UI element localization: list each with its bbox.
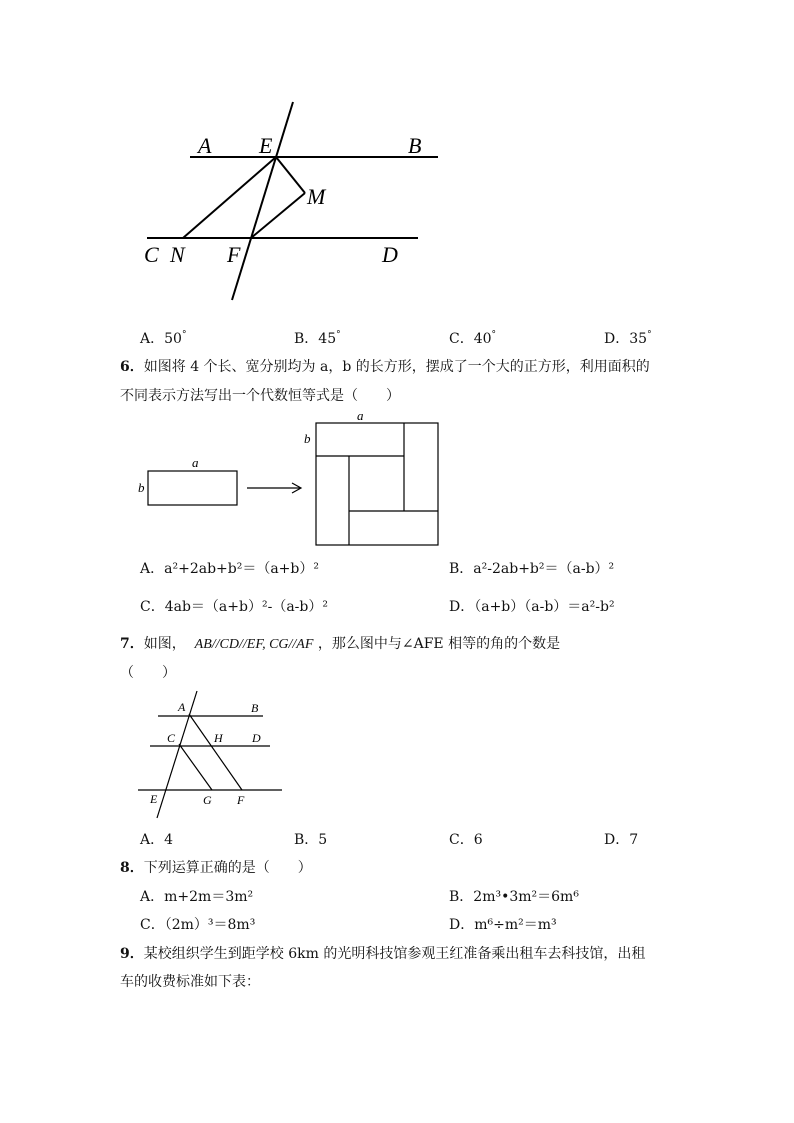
- label-b: B: [408, 133, 422, 158]
- option-text: 7: [629, 832, 639, 848]
- q5-option-a[interactable]: [140, 328, 186, 348]
- option-text: m+2m＝3m²: [164, 889, 254, 905]
- label-b-small: b: [138, 480, 145, 495]
- label-e: E: [259, 133, 273, 158]
- option-text: （2m）³＝8m³: [164, 917, 256, 933]
- option-value: 35: [629, 331, 648, 347]
- segment-cg: [179, 744, 212, 790]
- transversal-ef: [232, 102, 293, 300]
- question-text: ，那么图中与∠AFE 相等的角的个数是: [317, 636, 561, 652]
- label-a: A: [178, 700, 186, 714]
- option-value: 40: [473, 331, 492, 347]
- q7-option-b[interactable]: [294, 829, 327, 849]
- option-text: 4ab＝（a+b）²-（a-b）²: [164, 599, 328, 615]
- option-text: m⁶÷m²＝m³: [474, 917, 557, 933]
- label-h: H: [214, 731, 223, 745]
- q6-option-d[interactable]: [449, 596, 615, 616]
- label-f: F: [237, 793, 245, 807]
- option-letter: D．: [604, 832, 630, 848]
- option-letter: C．: [140, 917, 165, 933]
- question-number: 7．: [120, 636, 144, 652]
- question-paren: （ ）: [120, 665, 176, 681]
- q7-option-d[interactable]: [604, 829, 638, 849]
- option-letter: A．: [140, 561, 165, 577]
- q7-option-c[interactable]: [449, 829, 483, 849]
- label-e: E: [150, 792, 158, 806]
- option-letter: A．: [140, 331, 165, 347]
- option-letter: B．: [449, 889, 474, 905]
- option-letter: B．: [449, 561, 474, 577]
- label-b-big: b: [304, 431, 311, 446]
- label-a-big: a: [357, 408, 364, 423]
- option-text: （a+b）（a-b）＝a²-b²: [474, 599, 615, 615]
- label-g: G: [203, 793, 212, 807]
- question-text: 车的收费标准如下表：: [120, 974, 260, 990]
- label-c: C: [144, 242, 159, 267]
- question-number: 9．: [120, 946, 144, 962]
- option-text: 4: [164, 832, 174, 848]
- label-b: B: [251, 701, 259, 715]
- question-text: 下列运算正确的是（ ）: [143, 860, 312, 876]
- option-letter: D．: [449, 599, 475, 615]
- q6-option-a[interactable]: [140, 558, 319, 578]
- q8-option-c[interactable]: [140, 914, 255, 934]
- option-text: a²+2ab+b²＝（a+b）²: [164, 561, 319, 577]
- option-text: a²-2ab+b²＝（a-b）²: [473, 561, 615, 577]
- question-number: 6．: [120, 359, 144, 375]
- option-letter: D．: [604, 331, 630, 347]
- q5-option-b[interactable]: [294, 328, 341, 348]
- degree-mark: °: [336, 330, 341, 340]
- segment-mf: [251, 193, 305, 238]
- q8-stem: [120, 857, 312, 877]
- line-through-a-and-e: [157, 691, 197, 818]
- q7-option-a[interactable]: [140, 829, 173, 849]
- q6-stem-line2: [120, 385, 400, 405]
- figure-q7: [0, 685, 794, 825]
- q9-stem-line1: [120, 943, 645, 963]
- label-f: F: [227, 242, 241, 267]
- q5-option-d[interactable]: [604, 328, 652, 348]
- q5-option-c[interactable]: [449, 328, 496, 348]
- option-value: 45: [318, 331, 337, 347]
- question-text: 不同表示方法写出一个代数恒等式是（ ）: [120, 388, 400, 404]
- label-d: D: [252, 731, 261, 745]
- q9-stem-line2: [120, 971, 260, 991]
- degree-mark: °: [491, 330, 497, 340]
- q7-stem-line2: [120, 662, 176, 682]
- segment-af: [189, 714, 242, 790]
- degree-mark: °: [647, 330, 652, 340]
- q7-stem-line1: [120, 633, 560, 653]
- option-text: 6: [473, 832, 483, 848]
- question-number: 8．: [120, 860, 144, 876]
- option-value: 50: [164, 331, 182, 347]
- question-text: 如图将 4 个长、宽分别均为 a，b 的长方形，摆成了一个大的正方形，利用面积的: [143, 359, 650, 375]
- label-m: M: [307, 184, 326, 209]
- question-text: 如图，: [143, 636, 186, 652]
- label-c: C: [167, 731, 176, 745]
- degree-mark: °: [181, 330, 187, 340]
- option-text: 5: [318, 832, 328, 848]
- q6-option-b[interactable]: [449, 558, 614, 578]
- parallel-condition: AB//CD//EF, CG//AF: [194, 637, 314, 652]
- option-letter: C．: [449, 331, 474, 347]
- segment-em: [276, 157, 305, 193]
- option-letter: D．: [449, 917, 475, 933]
- small-rectangle: [148, 471, 237, 505]
- label-n: N: [170, 242, 185, 267]
- segment-en: [183, 157, 276, 238]
- option-letter: A．: [140, 889, 165, 905]
- q6-stem-line1: [120, 356, 650, 376]
- label-a: A: [198, 133, 212, 158]
- q8-option-d[interactable]: [449, 914, 557, 934]
- q8-option-a[interactable]: [140, 886, 253, 906]
- option-letter: B．: [294, 832, 319, 848]
- q6-option-c[interactable]: [140, 596, 328, 616]
- option-letter: C．: [140, 599, 165, 615]
- big-square: [316, 423, 438, 545]
- option-letter: B．: [294, 331, 319, 347]
- label-d: D: [382, 242, 398, 267]
- question-text: 某校组织学生到距学校 6km 的光明科技馆参观王红准备乘出租车去科技馆，出租: [143, 946, 646, 962]
- option-letter: C．: [449, 832, 474, 848]
- q8-option-b[interactable]: [449, 886, 579, 906]
- option-text: 2m³•3m²＝6m⁶: [473, 889, 579, 905]
- option-letter: A．: [140, 832, 165, 848]
- label-a-small: a: [192, 455, 199, 470]
- figure-q6: [0, 405, 794, 555]
